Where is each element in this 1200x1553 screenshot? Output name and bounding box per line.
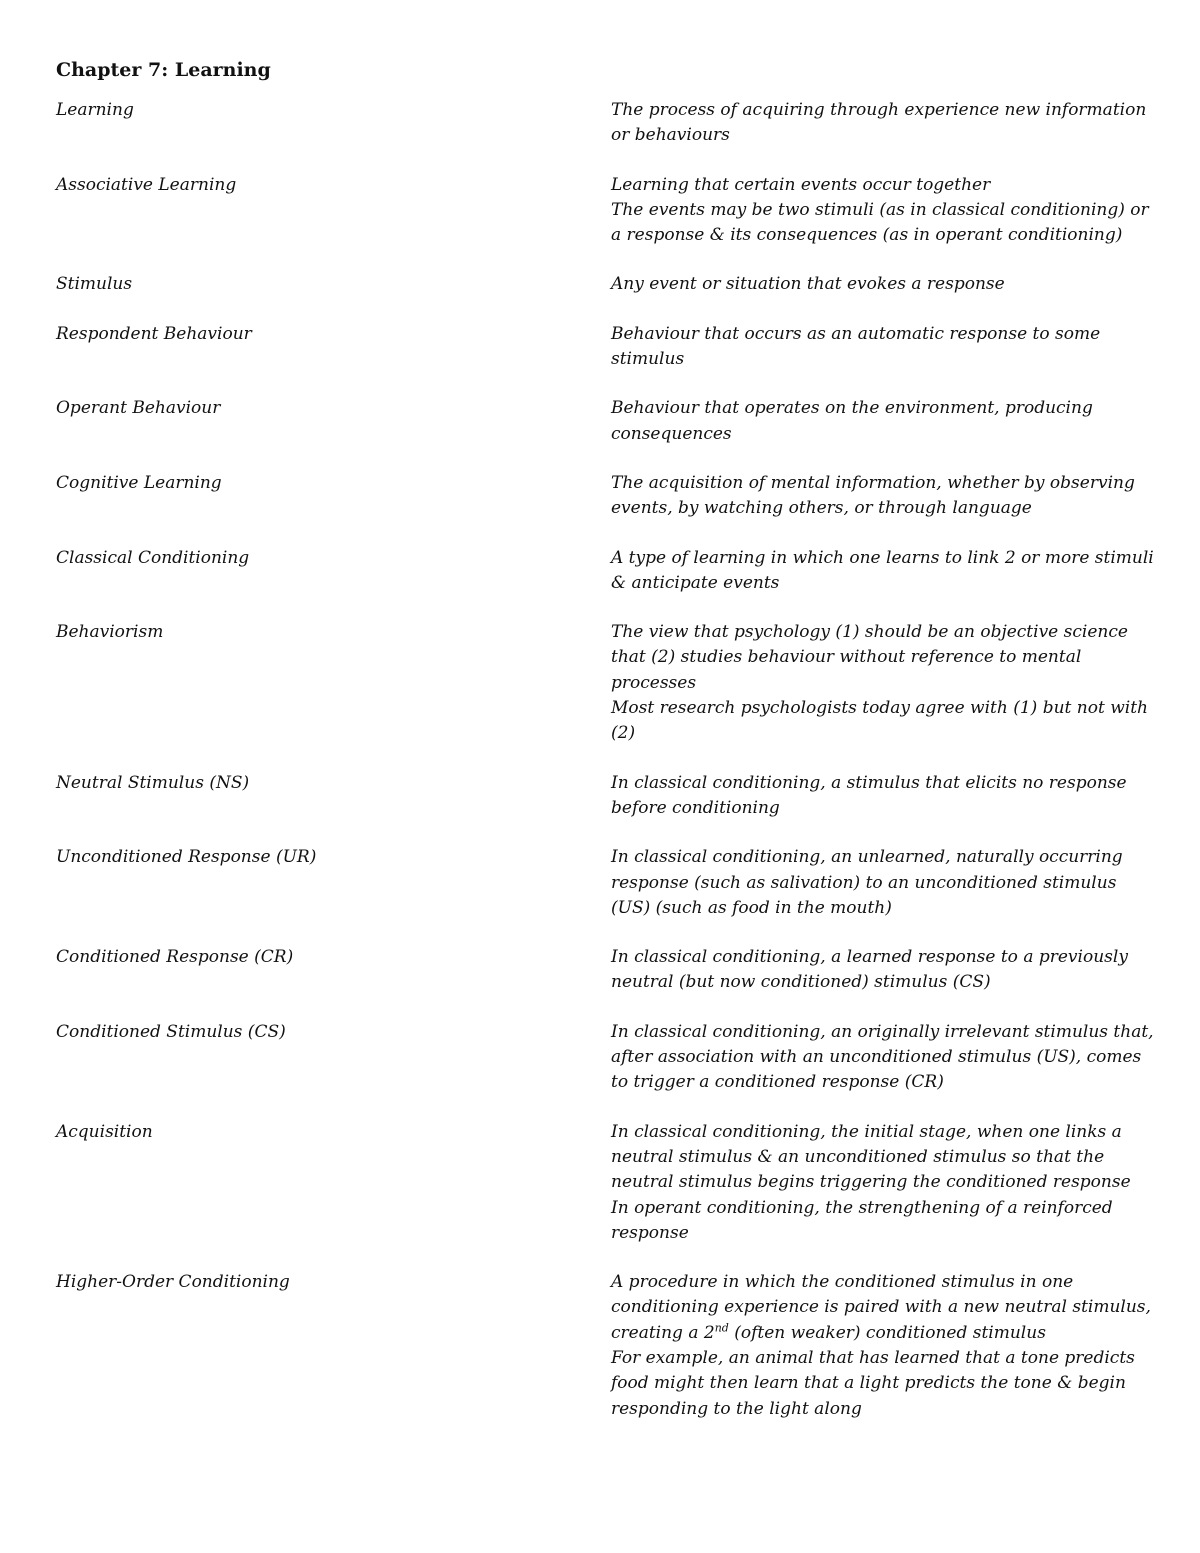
definition-line: Behaviour that occurs as an automatic response to some stimulus [611, 323, 1101, 370]
glossary-definition [611, 98, 1156, 149]
glossary-definition [611, 546, 1156, 597]
definition-line: A procedure in which the conditioned stimulus in one conditioning experience is paired with a new neutral stimulus, creating a 2nd (often weaker) conditioned stimulus [611, 1272, 1151, 1343]
glossary-entry [56, 173, 1156, 249]
definition-line: The process of acquiring through experience new information or behaviours [611, 100, 1147, 146]
glossary-entry [56, 471, 1156, 522]
glossary-term: Classical Conditioning [56, 547, 250, 568]
glossary-term: Associative Learning [56, 174, 237, 195]
glossary-term: Behaviorism [56, 622, 164, 643]
glossary-entry [56, 98, 1156, 149]
definition-line: In classical conditioning, a stimulus that elicits no response before conditioning [611, 772, 1127, 818]
glossary-definition [611, 471, 1156, 522]
glossary-term: Learning [56, 100, 134, 120]
definition-line: Most research psychologists today agree with (1) but not with (2) [611, 698, 1148, 744]
glossary-definition [611, 1120, 1156, 1246]
definition-line: In classical conditioning, an originally irrelevant stimulus that, after association with an unconditioned stimulus (US), comes to trigger a conditioned response (CR) [611, 1021, 1154, 1093]
glossary-list [56, 98, 1156, 1422]
definition-line: Learning that certain events occur together [611, 174, 991, 195]
glossary-entry [56, 620, 1156, 746]
glossary-term: Neutral Stimulus (NS) [56, 772, 250, 793]
glossary-term: Operant Behaviour [56, 398, 221, 419]
glossary-entry [56, 1020, 1156, 1096]
glossary-entry [56, 1120, 1156, 1246]
glossary-term: Unconditioned Response (UR) [56, 847, 317, 868]
glossary-definition [611, 945, 1156, 996]
definition-line: Any event or situation that evokes a response [611, 274, 1005, 295]
definition-line: The acquisition of mental information, whether by observing events, by watching others, or through language [611, 472, 1135, 519]
glossary-entry [56, 1270, 1156, 1422]
definition-line: In classical conditioning, the initial stage, when one links a neutral stimulus & an unconditioned stimulus so that the neutral stimulus begins triggering the conditioned response [611, 1121, 1131, 1193]
definition-line: The events may be two stimuli (as in classical conditioning) or a response & its consequences (as in operant conditioning) [611, 199, 1149, 246]
document-page [56, 56, 1156, 1446]
glossary-entry [56, 322, 1156, 373]
glossary-definition [611, 1020, 1156, 1096]
glossary-definition [611, 396, 1156, 447]
glossary-entry [56, 771, 1156, 822]
glossary-entry [56, 272, 1156, 297]
glossary-definition [611, 322, 1156, 373]
glossary-definition [611, 173, 1156, 249]
definition-line: In operant conditioning, the strengthening of a reinforced response [611, 1197, 1113, 1243]
page-title: Chapter 7: Learning [56, 59, 271, 81]
glossary-term: Stimulus [56, 274, 133, 295]
definition-line: The view that psychology (1) should be an objective science that (2) studies behaviour without reference to mental processes [611, 622, 1128, 693]
glossary-entry [56, 546, 1156, 597]
glossary-definition [611, 1270, 1156, 1422]
glossary-term: Cognitive Learning [56, 472, 222, 493]
ordinal-superscript: nd [714, 1321, 729, 1335]
glossary-definition [611, 272, 1156, 297]
glossary-definition [611, 845, 1156, 921]
glossary-entry [56, 845, 1156, 921]
glossary-definition [611, 771, 1156, 822]
glossary-definition [611, 620, 1156, 746]
glossary-entry [56, 945, 1156, 996]
glossary-term: Respondent Behaviour [56, 323, 252, 344]
glossary-term: Acquisition [56, 1121, 153, 1142]
glossary-entry [56, 396, 1156, 447]
definition-line: Behaviour that operates on the environment, producing consequences [611, 398, 1093, 444]
glossary-term: Conditioned Stimulus (CS) [56, 1021, 286, 1042]
glossary-term: Conditioned Response (CR) [56, 947, 294, 968]
glossary-term: Higher-Order Conditioning [56, 1272, 290, 1293]
definition-line: A type of learning in which one learns to link 2 or more stimuli & anticipate events [611, 547, 1154, 593]
definition-line: In classical conditioning, a learned response to a previously neutral (but now conditioned) stimulus (CS) [611, 947, 1128, 993]
definition-line: For example, an animal that has learned that a tone predicts food might then learn that a light predicts the tone & begin responding to the light along [611, 1347, 1135, 1419]
definition-line: In classical conditioning, an unlearned, naturally occurring response (such as salivation) to an unconditioned stimulus (US) (such as food in the mouth) [611, 847, 1123, 918]
